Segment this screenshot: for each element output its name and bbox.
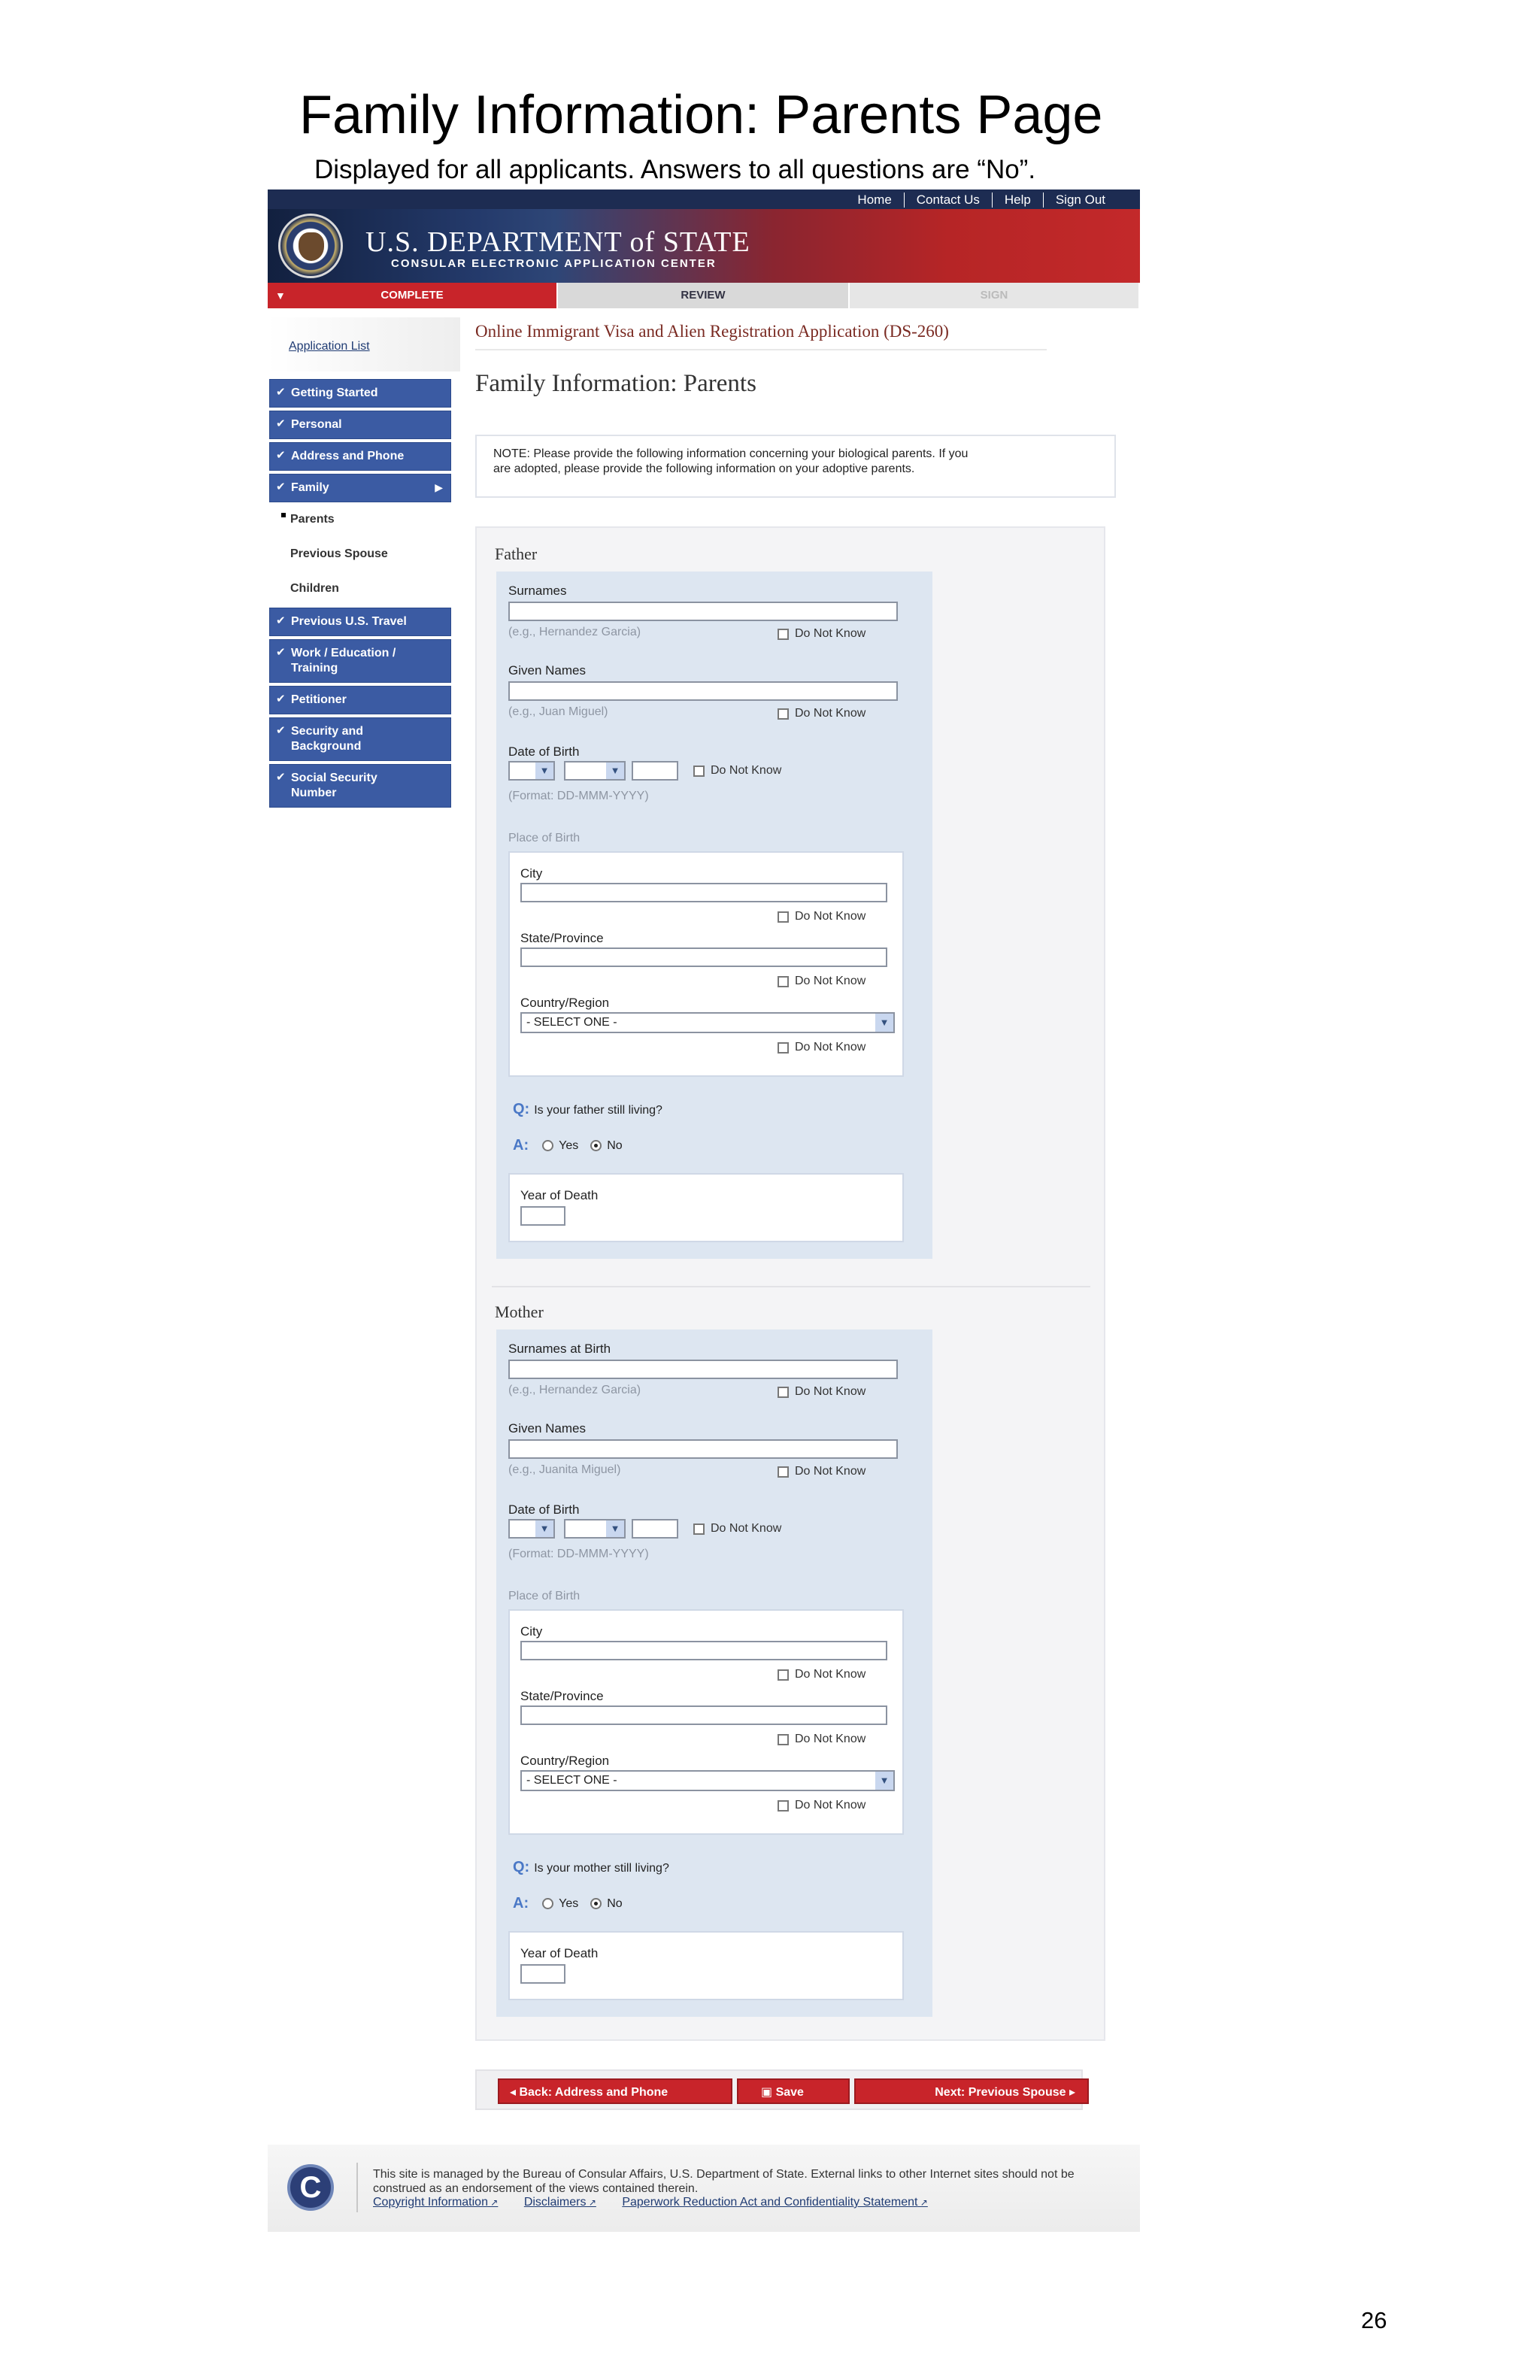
- question-mark-label: Q:: [513, 1859, 530, 1875]
- form-panel: [475, 526, 1105, 2041]
- sidebar-subitem-children[interactable]: Children: [290, 582, 339, 595]
- sidebar-item-work-education[interactable]: ✔ Work / Education / Training: [269, 639, 451, 683]
- father-dob-month-select[interactable]: [564, 761, 626, 781]
- father-surnames-input[interactable]: [508, 602, 898, 621]
- father-year-of-death-input[interactable]: [520, 1206, 565, 1226]
- mother-year-of-death-box: [508, 1931, 904, 2000]
- mother-dob-year-input[interactable]: [632, 1519, 678, 1539]
- check-icon: ✔: [276, 724, 286, 737]
- sidebar-item-family[interactable]: ✔ Family ▶: [269, 474, 451, 502]
- mother-country-dnk-checkbox[interactable]: Do Not Know: [778, 1799, 865, 1812]
- father-city-label: City: [520, 866, 543, 881]
- sidebar-item-social-security[interactable]: ✔ Social Security Number: [269, 764, 451, 808]
- paperwork-reduction-link[interactable]: Paperwork Reduction Act and Confidentiality Statement ↗: [622, 2196, 928, 2209]
- mother-given-dnk-checkbox[interactable]: Do Not Know: [778, 1465, 865, 1478]
- browser-page: [268, 189, 1140, 2239]
- mother-surnames-hint: (e.g., Hernandez Garcia): [508, 1384, 641, 1396]
- mother-section-title: Mother: [495, 1302, 544, 1321]
- sidebar-subitem-previous-spouse[interactable]: Previous Spouse: [290, 547, 388, 560]
- sidebar-item-security[interactable]: ✔ Security and Background: [269, 717, 451, 761]
- section-divider: [492, 1286, 1090, 1287]
- father-dob-year-input[interactable]: [632, 761, 678, 781]
- mother-state-dnk-checkbox[interactable]: Do Not Know: [778, 1733, 865, 1746]
- sidebar-item-personal[interactable]: ✔ Personal: [269, 411, 451, 439]
- mother-living-no-radio[interactable]: No: [590, 1897, 622, 1911]
- sidebar-item-previous-travel[interactable]: ✔ Previous U.S. Travel: [269, 608, 451, 636]
- father-dob-label: Date of Birth: [508, 744, 580, 759]
- father-dob-day-select[interactable]: [508, 761, 555, 781]
- consular-affairs-logo-icon: C: [287, 2164, 334, 2211]
- site-header: [268, 189, 1140, 283]
- father-surnames-label: Surnames: [508, 584, 567, 598]
- mother-dob-format-hint: (Format: DD-MMM-YYYY): [508, 1548, 649, 1560]
- step-complete[interactable]: ▼ COMPLETE: [268, 283, 558, 308]
- nav-home-link[interactable]: Home: [857, 193, 892, 207]
- mother-living-yes-radio[interactable]: Yes: [542, 1897, 578, 1911]
- nav-help-link[interactable]: Help: [992, 193, 1043, 208]
- chevron-down-icon: ▼: [535, 1520, 553, 1537]
- father-given-dnk-checkbox[interactable]: Do Not Know: [778, 707, 865, 720]
- mother-living-question: Q: Is your mother still living?: [513, 1859, 669, 1875]
- sidebar-item-getting-started[interactable]: ✔ Getting Started: [269, 379, 451, 408]
- mother-country-select[interactable]: - SELECT ONE - ▼: [520, 1770, 895, 1791]
- mother-country-label: Country/Region: [520, 1754, 610, 1768]
- application-title: Online Immigrant Visa and Alien Registration Application (DS-260): [475, 322, 1047, 350]
- copyright-link[interactable]: Copyright Information ↗: [373, 2196, 498, 2209]
- father-living-yes-radio[interactable]: Yes: [542, 1139, 578, 1153]
- current-page-bullet-icon: [281, 513, 286, 517]
- father-given-names-hint: (e.g., Juan Miguel): [508, 705, 608, 718]
- back-button[interactable]: ◂ Back: Address and Phone: [498, 2078, 732, 2104]
- mother-dob-day-select[interactable]: [508, 1519, 555, 1539]
- father-country-dnk-checkbox[interactable]: Do Not Know: [778, 1041, 865, 1054]
- check-icon: ✔: [276, 386, 286, 399]
- top-nav: [268, 189, 1140, 209]
- check-icon: ✔: [276, 614, 286, 627]
- mother-city-dnk-checkbox[interactable]: Do Not Know: [778, 1668, 865, 1681]
- application-list-link[interactable]: Application List: [289, 340, 370, 353]
- next-button[interactable]: Next: Previous Spouse ▸: [854, 2078, 1089, 2104]
- mother-living-answer: [513, 1895, 635, 1912]
- footer-links: [373, 2196, 950, 2209]
- slide-title: Family Information: Parents Page: [299, 85, 1103, 145]
- slide-subtitle: Displayed for all applicants. Answers to all questions are “No”.: [314, 155, 1036, 184]
- answer-label: A:: [513, 1895, 529, 1912]
- check-icon: ✔: [276, 646, 286, 659]
- father-year-of-death-label: Year of Death: [520, 1188, 599, 1202]
- sidebar-item-petitioner[interactable]: ✔ Petitioner: [269, 686, 451, 714]
- site-footer: [268, 2145, 1140, 2232]
- mother-dob-label: Date of Birth: [508, 1502, 580, 1517]
- chevron-down-icon: ▼: [875, 1772, 893, 1790]
- father-city-dnk-checkbox[interactable]: Do Not Know: [778, 910, 865, 923]
- father-given-names-input[interactable]: [508, 681, 898, 701]
- father-city-input[interactable]: [520, 883, 887, 902]
- sidebar-subitem-parents[interactable]: Parents: [290, 513, 335, 526]
- father-living-answer: [513, 1137, 635, 1154]
- footer-text: This site is managed by the Bureau of Consular Affairs, U.S. Department of State. External links to other Internet sites should not be construed as an endorsement of the views contained therein.: [373, 2168, 1075, 2195]
- check-icon: ✔: [276, 481, 286, 493]
- father-country-select[interactable]: - SELECT ONE - ▼: [520, 1012, 895, 1033]
- step-sign: SIGN: [850, 283, 1140, 308]
- mother-city-input[interactable]: [520, 1641, 887, 1660]
- progress-steps: [268, 283, 1140, 308]
- check-icon: ✔: [276, 771, 286, 784]
- navigation-buttons-bar: [475, 2069, 1083, 2110]
- mother-state-label: State/Province: [520, 1689, 604, 1703]
- save-button[interactable]: ▣ Save: [737, 2078, 850, 2104]
- question-mark-label: Q:: [513, 1101, 530, 1117]
- father-section-title: Father: [495, 544, 538, 563]
- mother-surnames-dnk-checkbox[interactable]: Do Not Know: [778, 1385, 865, 1399]
- mother-surnames-input[interactable]: [508, 1360, 898, 1379]
- mother-section: [496, 1329, 932, 2017]
- chevron-down-icon: ▼: [535, 763, 553, 779]
- mother-dob-dnk-checkbox[interactable]: Do Not Know: [693, 1522, 781, 1536]
- father-given-names-label: Given Names: [508, 663, 586, 678]
- mother-dob-month-select[interactable]: [564, 1519, 626, 1539]
- father-country-label: Country/Region: [520, 996, 610, 1010]
- father-living-question: Q: Is your father still living?: [513, 1101, 662, 1117]
- note-box: NOTE: Please provide the following information concerning your biological parents. If you are adopted, please provide the following information on your adoptive parents.: [475, 435, 1116, 498]
- father-section: [496, 572, 932, 1259]
- mother-year-of-death-input[interactable]: [520, 1964, 565, 1984]
- father-surnames-dnk-checkbox[interactable]: Do Not Know: [778, 627, 865, 641]
- mother-state-input[interactable]: [520, 1705, 887, 1725]
- chevron-down-icon: ▼: [875, 1014, 893, 1032]
- mother-given-names-label: Given Names: [508, 1421, 586, 1436]
- check-icon: ✔: [276, 693, 286, 705]
- page-number: 26: [1361, 2307, 1387, 2333]
- father-year-of-death-box: [508, 1173, 904, 1242]
- sidebar-item-address-phone[interactable]: ✔ Address and Phone: [269, 442, 451, 471]
- check-icon: ✔: [276, 449, 286, 462]
- mother-city-label: City: [520, 1624, 543, 1639]
- father-dob-format-hint: (Format: DD-MMM-YYYY): [508, 790, 649, 802]
- mother-surnames-label: Surnames at Birth: [508, 1342, 611, 1356]
- father-living-no-radio[interactable]: No: [590, 1139, 622, 1153]
- father-pob-label: Place of Birth: [508, 832, 581, 844]
- answer-label: A:: [513, 1137, 529, 1154]
- father-state-input[interactable]: [520, 947, 887, 967]
- mother-pob-label: Place of Birth: [508, 1590, 581, 1602]
- father-state-label: State/Province: [520, 931, 604, 945]
- nav-signout-link[interactable]: Sign Out: [1043, 193, 1117, 208]
- department-title: U.S. DEPARTMENT of STATE: [365, 226, 750, 258]
- mother-pob-box: [508, 1609, 904, 1835]
- father-state-dnk-checkbox[interactable]: Do Not Know: [778, 975, 865, 988]
- father-dob-dnk-checkbox[interactable]: Do Not Know: [693, 764, 781, 778]
- father-surnames-hint: (e.g., Hernandez Garcia): [508, 626, 641, 638]
- triangle-right-icon: ▶: [435, 481, 443, 493]
- chevron-down-icon: ▼: [606, 1520, 624, 1537]
- check-icon: ✔: [276, 417, 286, 430]
- triangle-down-icon: ▼: [275, 290, 286, 302]
- nav-contact-link[interactable]: Contact Us: [904, 193, 992, 208]
- disclaimers-link[interactable]: Disclaimers ↗: [524, 2196, 596, 2209]
- page-heading: Family Information: Parents: [475, 370, 756, 397]
- mother-given-names-input[interactable]: [508, 1439, 898, 1459]
- chevron-down-icon: ▼: [606, 763, 624, 779]
- mother-year-of-death-label: Year of Death: [520, 1946, 599, 1960]
- father-pob-box: [508, 851, 904, 1077]
- floppy-disk-icon: ▣: [761, 2086, 776, 2099]
- step-review[interactable]: REVIEW: [558, 283, 850, 308]
- department-subtitle: CONSULAR ELECTRONIC APPLICATION CENTER: [391, 257, 717, 270]
- mother-given-names-hint: (e.g., Juanita Miguel): [508, 1463, 621, 1476]
- state-department-seal-icon: [278, 214, 343, 278]
